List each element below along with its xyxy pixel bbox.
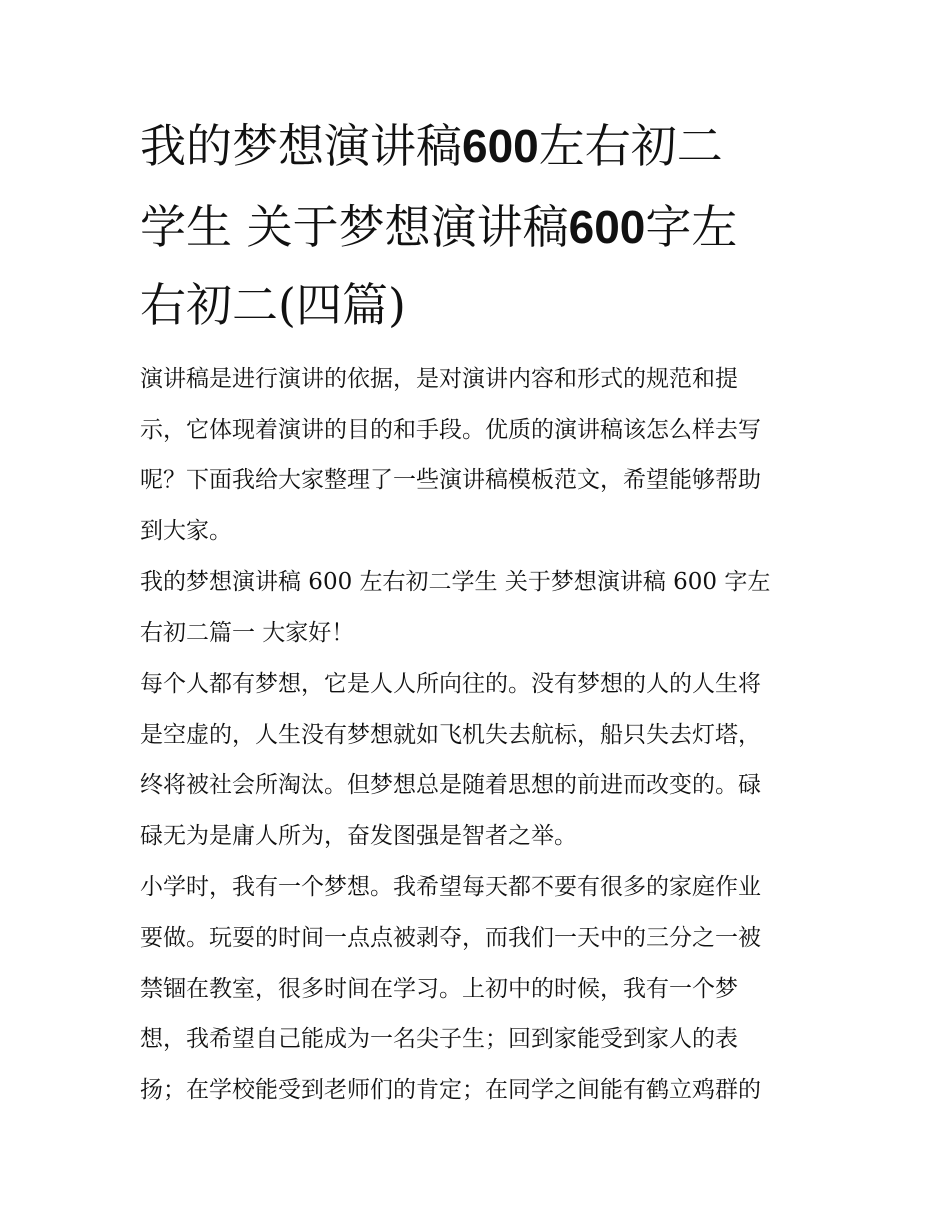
title-line-3: 右初二(四篇) [140, 278, 406, 332]
body-line: 示，它体现着演讲的目的和手段。优质的演讲稿该怎么样去写 [140, 417, 761, 443]
body-line: 呢？下面我给大家整理了一些演讲稿模板范文，希望能够帮助 [140, 467, 761, 493]
body-line: 扬；在学校能受到老师们的肯定；在同学之间能有鹤立鸡群的 [140, 1077, 761, 1103]
body-line: 小学时，我有一个梦想。我希望每天都不要有很多的家庭作业 [140, 874, 761, 900]
body-line: 想，我希望自己能成为一名尖子生；回到家能受到家人的表 [140, 1026, 738, 1052]
body-line: 要做。玩耍的时间一点点被剥夺，而我们一天中的三分之一被 [140, 925, 761, 951]
body-line: 到大家。 [140, 518, 232, 544]
body-line: 我的梦想演讲稿 600 左右初二学生 关于梦想演讲稿 600 字左 [140, 569, 771, 595]
body-line: 右初二篇一 大家好！ [140, 620, 355, 646]
body-line: 演讲稿是进行演讲的依据，是对演讲内容和形式的规范和提 [140, 366, 738, 392]
title-line-2: 学生 关于梦想演讲稿600字左 [140, 200, 738, 254]
body-line: 每个人都有梦想，它是人人所向往的。没有梦想的人的人生将 [140, 671, 761, 697]
body-line: 碌无为是庸人所为，奋发图强是智者之举。 [140, 823, 577, 849]
body-line: 是空虚的，人生没有梦想就如飞机失去航标，船只失去灯塔， [140, 722, 761, 748]
body-line: 禁锢在教室，很多时间在学习。上初中的时候，我有一个梦 [140, 976, 738, 1002]
body-line: 终将被社会所淘汰。但梦想总是随着思想的前进而改变的。碌 [140, 772, 761, 798]
title-line-1: 我的梦想演讲稿600左右初二 [140, 119, 723, 173]
